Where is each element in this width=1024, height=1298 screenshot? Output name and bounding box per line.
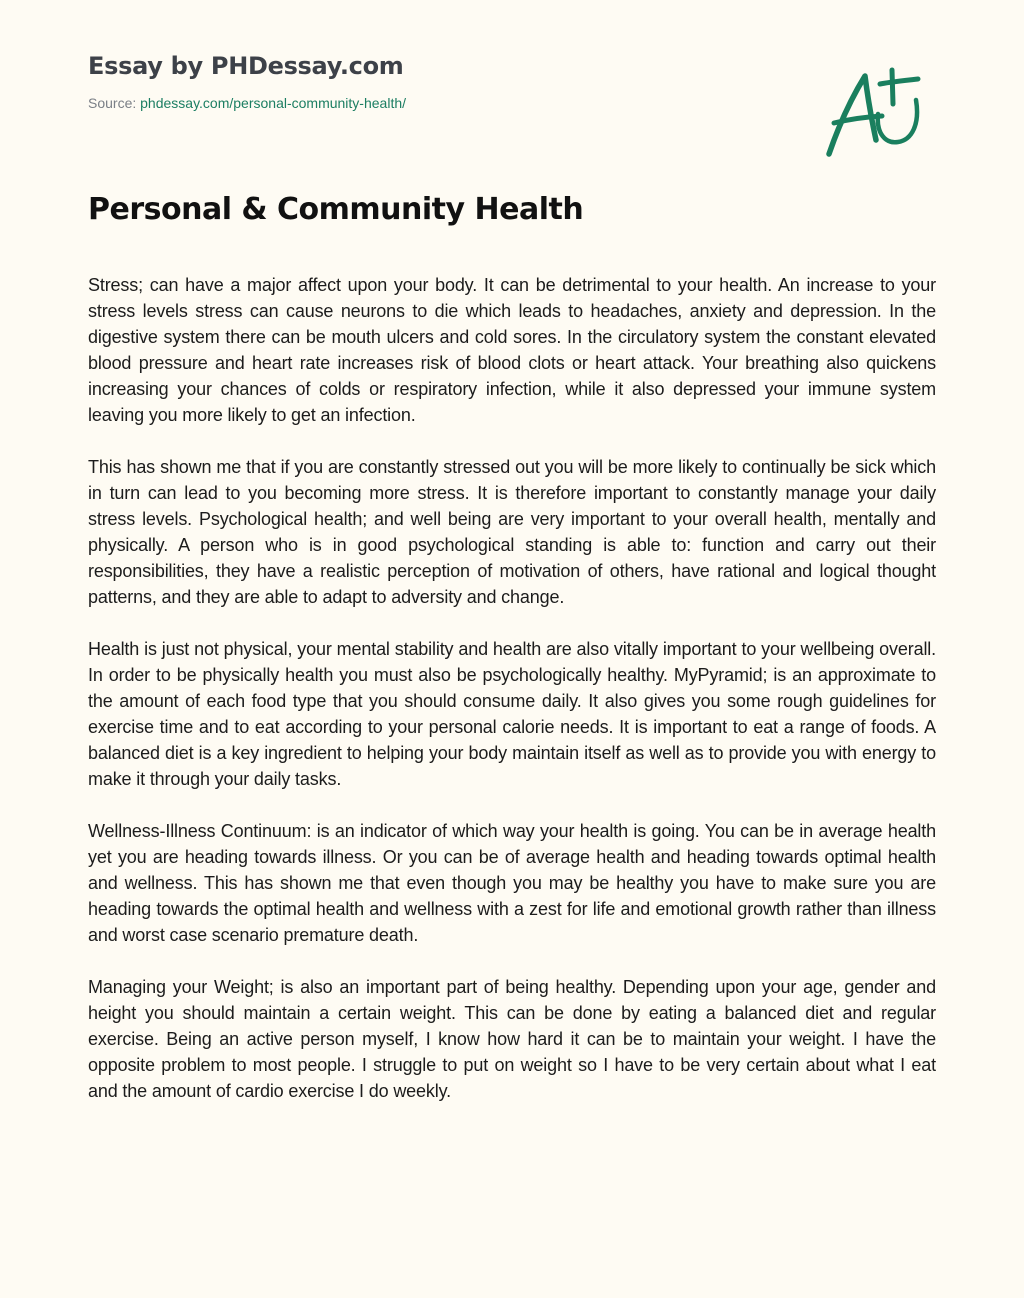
page-header: [88, 50, 406, 112]
a-plus-grade-icon: [820, 62, 932, 162]
essay-paragraph: Stress; can have a major affect upon your body. It can be detrimental to your health. An increase to your stress levels stress can cause neurons to die which leads to headaches, anxiety and depression. In the digestive system there can be mouth ulcers and cold sores. In the circulatory system the constant elevated blood pressure and heart rate increases risk of blood clots or heart attack. Your breathing also quickens increasing your chances of colds or respiratory infection, while it also depressed your immune system leaving you more likely to get an infection.: [88, 275, 936, 425]
essay-paragraph: Health is just not physical, your mental stability and health are also vitally important to your wellbeing overall. In order to be physically health you must also be psychologically healthy. MyPyramid; is an approximate to the amount of each food type that you should consume daily. It also gives you some rough guidelines for exercise time and to eat according to your personal calorie needs. It is important to eat a range of foods. A balanced diet is a key ingredient to helping your body maintain itself as well as to provide you with energy to make it through your daily tasks.: [88, 639, 936, 789]
essay-body: [88, 272, 936, 1130]
essay-paragraph: This has shown me that if you are constantly stressed out you will be more likely to continually be sick which in turn can lead to you becoming more stress. It is therefore important to constantly manage your daily stress levels. Psychological health; and well being are very important to your overall health, mentally and physically. A person who is in good psychological standing is able to: function and carry out their responsibilities, they have a realistic perception of motivation of others, have rational and logical thought patterns, and they are able to adapt to adversity and change.: [88, 457, 936, 607]
essay-paragraph: Wellness-Illness Continuum: is an indicator of which way your health is going. You can be in average health yet you are heading towards illness. Or you can be of average health and heading towards optimal health and wellness. This has shown me that even though you may be healthy you have to make sure you are heading towards the optimal health and wellness with a zest for life and emotional growth rather than illness and worst case scenario premature death.: [88, 821, 936, 945]
essay-paragraph: Managing your Weight; is also an important part of being healthy. Depending upon your age, gender and height you should maintain a certain weight. This can be done by eating a balanced diet and regular exercise. Being an active person myself, I know how hard it can be to maintain your weight. I have the opposite problem to most people. I struggle to put on weight so I have to be very certain about what I eat and the amount of cardio exercise I do weekly.: [88, 977, 936, 1101]
essay-title: Personal & Community Health: [88, 192, 584, 227]
source-link[interactable]: phdessay.com/personal-community-health/: [140, 95, 407, 111]
brand-title: Essay by PHDessay.com: [88, 52, 404, 80]
source-line: [88, 94, 406, 112]
source-label: Source:: [88, 95, 141, 111]
